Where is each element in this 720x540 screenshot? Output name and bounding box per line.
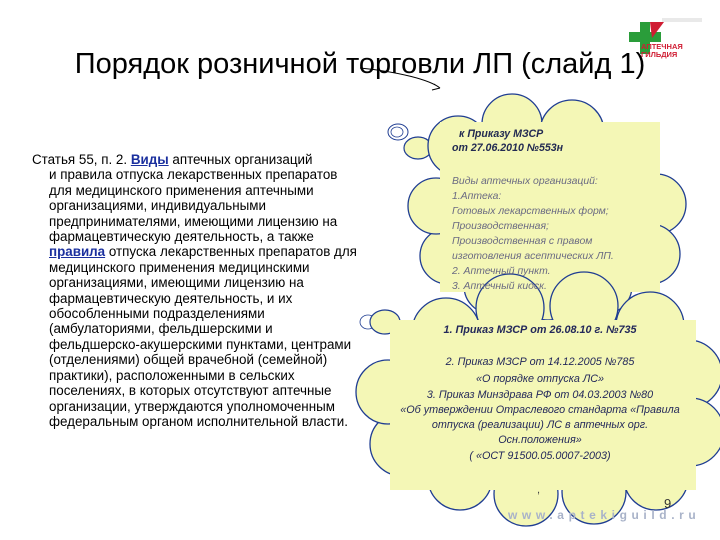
cloud2-line: Осн.положения» [498,434,582,446]
cloud2-line: ( «ОСТ 91500.05.0007-2003) [469,450,611,462]
cloud1-line: Производственная с правом [452,236,593,247]
cloud2-line: 3. Приказ Минздрава РФ от 04.03.2003 №80 [426,389,654,401]
page-number: 9 [664,496,672,511]
website-url[interactable]: www.aptekiguild.ru [508,508,701,522]
cloud1-line: изготовления асептических ЛП. [452,251,614,262]
cloud1-line: Виды аптечных организаций: [452,176,598,187]
cloud2-line: «О порядке отпуска ЛС» [475,373,605,385]
cloud2-line: 2. Приказ МЗСР от 14.12.2005 №785 [445,356,635,368]
body-part-2: аптечных организаций [168,152,313,167]
body-part-1: Статья 55, п. 2. [32,152,131,167]
cloud1-line: Готовых лекарственных форм; [452,206,609,217]
article-text [32,152,362,429]
body-part-4: отпуска лекарственных препаратов для медицинского применения медицинскими организациями, имеющими лицензию на фармацевтическую деятельность, и их обособленными подразделениями (амбулаториями, фельдшерскими и фельдшерско-акушерскими пунктами, центрами (отделениями) общей врачебной (семейной) практики), расположенными в сельских поселениях, в которых отсутствуют аптечные организации, утверждаются уполномоченным федеральным органом исполнительной власти. [49,244,357,429]
link-vidy[interactable]: Виды [130,152,169,167]
cloud1-line: 3. Аптечный киоск. [452,281,547,292]
cloud1-line: 1.Аптека: [452,191,502,202]
slide-title: Порядок розничной торговли ЛП (слайд 1) [74,48,646,80]
link-pravila[interactable]: правила [49,244,106,260]
cloud2-line: отпуска (реализации) ЛС в аптечных орг. [431,419,649,431]
cloud1-heading-1: к Приказу МЗСР [459,128,544,140]
cloud1-heading-2: от 27.06.2010 №553н [452,142,564,154]
connector-arrow [360,68,440,90]
stray-mark: , [537,484,541,496]
body-part-3: и правила отпуска лекарственных препаратов для медицинского применения аптечными организациями, индивидуальными предпринимателями, имеющими лицензию на фармацевтическую деятельность, а также [49,167,338,245]
cloud1-line: 2. Аптечный пункт. [452,266,551,277]
cloud2-line: 1. Приказ МЗСР от 26.08.10 г. №735 [443,324,637,336]
logo-text: АПТЕЧНАЯ ГИЛЬДИЯ [641,42,683,59]
cloud1-line: Производственная; [452,221,549,232]
cloud2-line: «Об утверждении Отраслевого стандарта «Правила [400,404,680,416]
